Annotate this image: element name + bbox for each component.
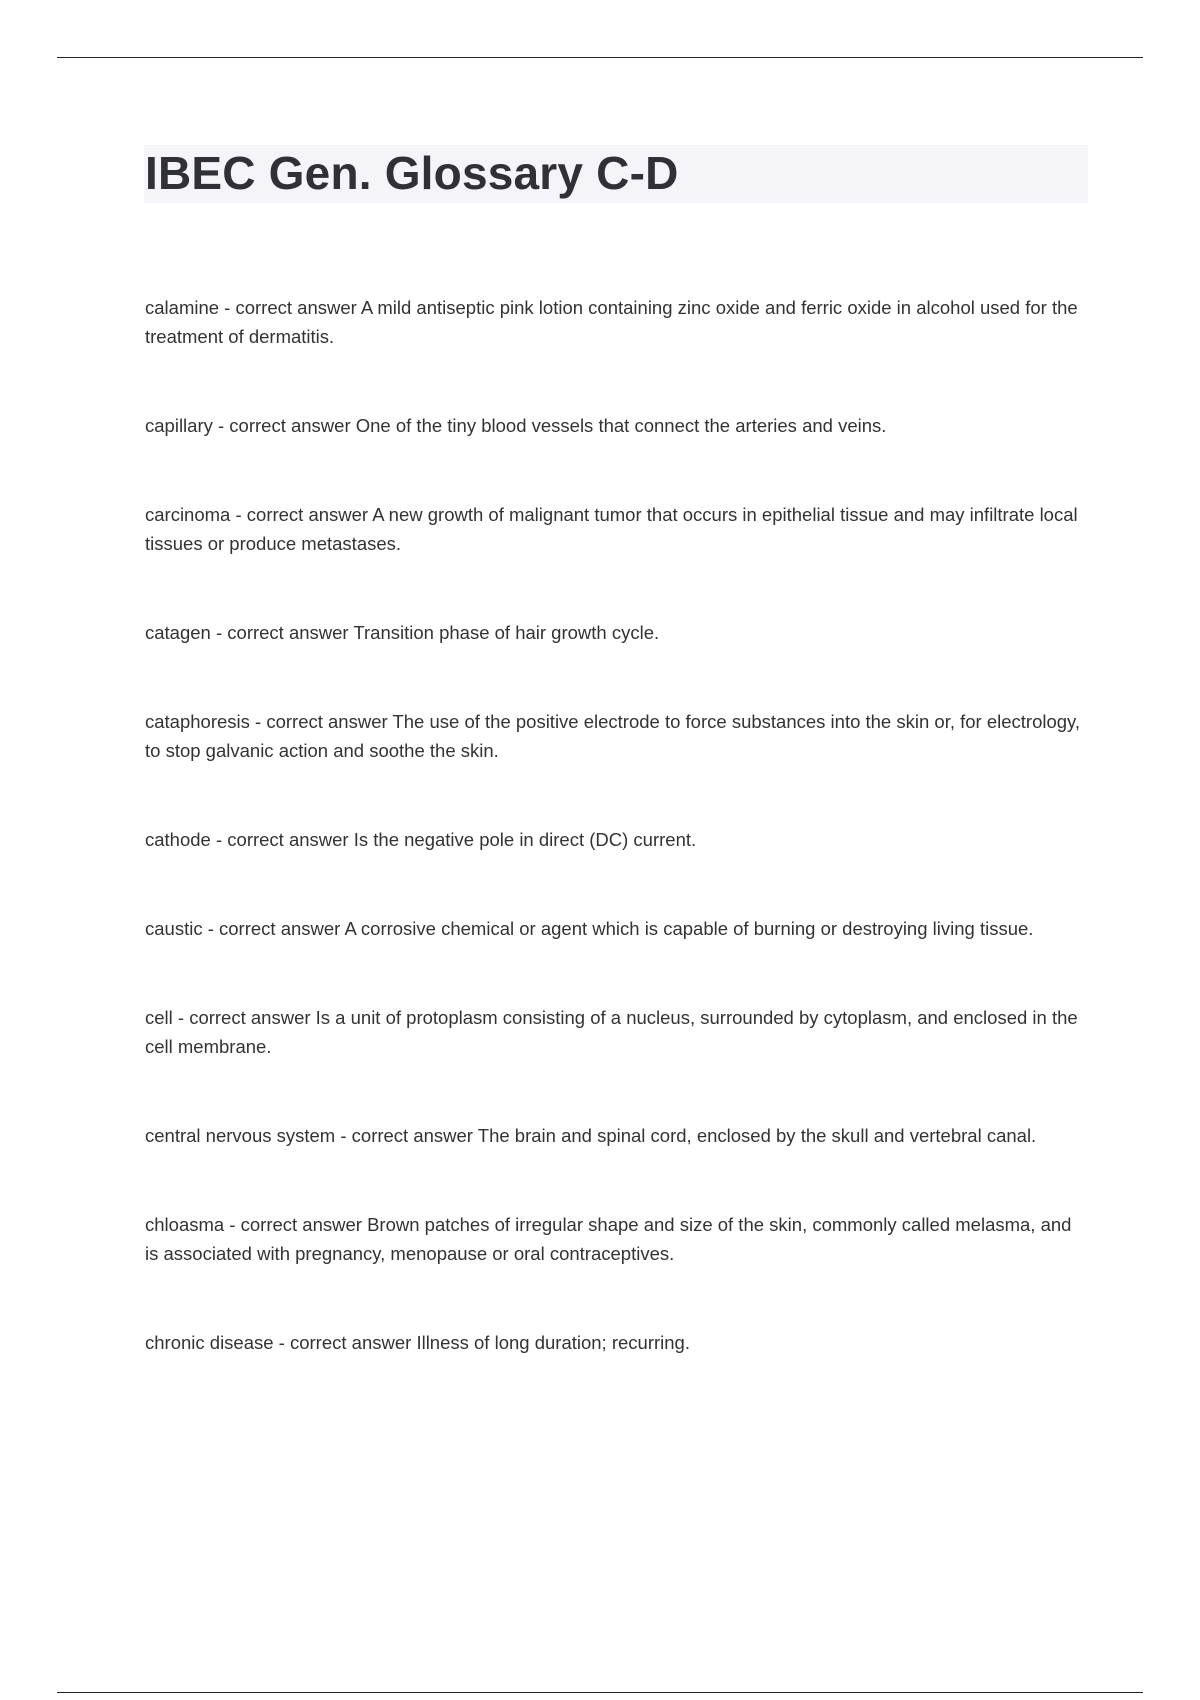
glossary-entry: chronic disease - correct answer Illness of long duration; recurring. xyxy=(145,1332,690,1353)
glossary-entry: calamine - correct answer A mild antiseptic pink lotion containing zinc oxide and ferric oxide in alcohol used for the treatment of dermatitis. xyxy=(145,297,1078,347)
header-rule xyxy=(57,57,1143,58)
glossary-list xyxy=(145,293,1085,1417)
glossary-entry: caustic - correct answer A corrosive chemical or agent which is capable of burning or destroying living tissue. xyxy=(145,918,1034,939)
glossary-entry: chloasma - correct answer Brown patches of irregular shape and size of the skin, commonly called melasma, and is associated with pregnancy, menopause or oral contraceptives. xyxy=(145,1214,1072,1264)
glossary-entry: central nervous system - correct answer The brain and spinal cord, enclosed by the skull and vertebral canal. xyxy=(145,1125,1037,1146)
page-title: IBEC Gen. Glossary C-D xyxy=(145,147,679,199)
glossary-entry: cell - correct answer Is a unit of protoplasm consisting of a nucleus, surrounded by cytoplasm, and enclosed in the cell membrane. xyxy=(145,1007,1078,1057)
glossary-entry: carcinoma - correct answer A new growth of malignant tumor that occurs in epithelial tissue and may infiltrate local tissues or produce metastases. xyxy=(145,504,1078,554)
glossary-entry: cataphoresis - correct answer The use of the positive electrode to force substances into the skin or, for electrology, to stop galvanic action and soothe the skin. xyxy=(145,711,1081,761)
footer-rule xyxy=(57,1692,1143,1693)
glossary-entry: cathode - correct answer Is the negative pole in direct (DC) current. xyxy=(145,829,697,850)
glossary-entry: capillary - correct answer One of the tiny blood vessels that connect the arteries and veins. xyxy=(145,415,887,436)
glossary-entry: catagen - correct answer Transition phase of hair growth cycle. xyxy=(145,622,660,643)
